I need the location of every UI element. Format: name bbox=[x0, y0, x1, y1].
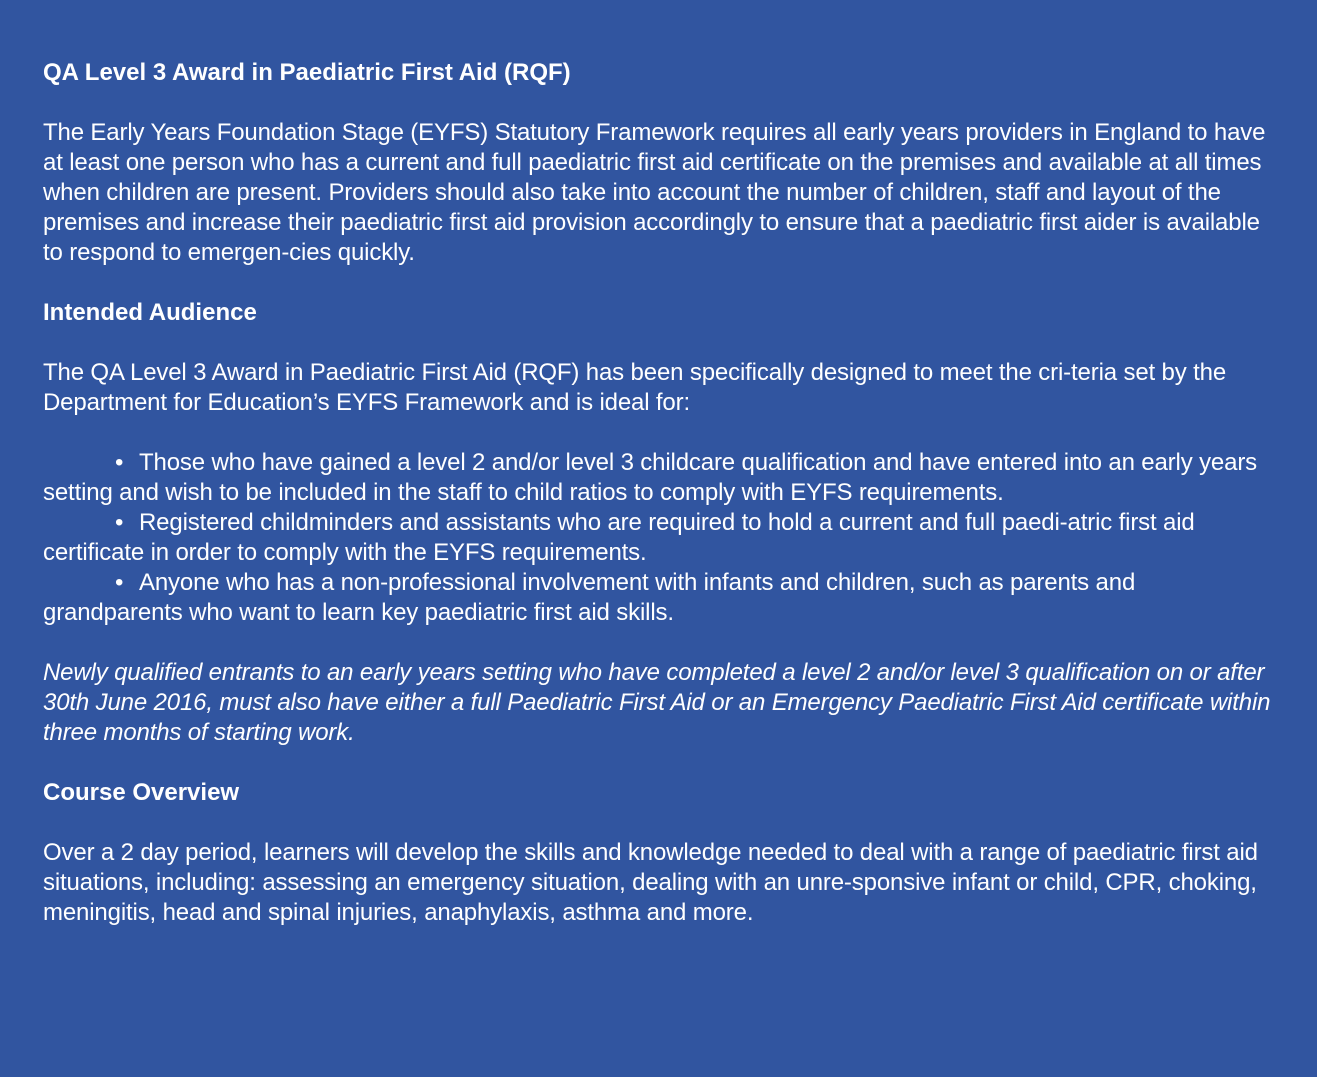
list-item bbox=[43, 448, 1277, 508]
bullet-icon: • bbox=[115, 509, 124, 536]
audience-paragraph: The QA Level 3 Award in Paediatric First Aid (RQF) has been specifically designed to meet the cri-teria set by the Department for Education’s EYFS Framework and is ideal for: bbox=[43, 359, 1227, 416]
overview-paragraph: Over a 2 day period, learners will develop the skills and knowledge needed to deal with a range of paediatric first aid situations, including: assessing an emergency situation, dealing with an unre-sponsive infant or child, CPR, choking, meningitis, head and spinal injuries, anaphylaxis, asthma and more. bbox=[43, 839, 1258, 926]
bullet-icon: • bbox=[115, 449, 124, 476]
list-item-text: Those who have gained a level 2 and/or level 3 childcare qualification and have entered into an early years setting and wish to be included in the staff to child ratios to comply with EYFS requirements. bbox=[43, 449, 1258, 506]
intended-audience-heading: Intended Audience bbox=[43, 299, 257, 326]
spacer bbox=[43, 628, 1277, 658]
spacer bbox=[43, 88, 1277, 118]
audience-list bbox=[43, 448, 1277, 628]
spacer bbox=[43, 268, 1277, 298]
intro-paragraph: The Early Years Foundation Stage (EYFS) Statutory Framework requires all early years providers in England to have at least one person who has a current and full paediatric first aid certificate on the premises and available at all times when children are present. Providers should also take into account the number of children, staff and layout of the premises and increase their paediatric first aid provision accordingly to ensure that a paediatric first aider is available to respond to emergen-cies quickly. bbox=[43, 119, 1266, 266]
page-title: QA Level 3 Award in Paediatric First Aid (RQF) bbox=[43, 59, 571, 86]
list-item-text: Anyone who has a non-professional involvement with infants and children, such as parents and grandparents who want to learn key paediatric first aid skills. bbox=[43, 569, 1136, 626]
list-item bbox=[43, 508, 1277, 568]
course-overview-heading: Course Overview bbox=[43, 779, 240, 806]
qualification-note: Newly qualified entrants to an early years setting who have completed a level 2 and/or level 3 qualification on or after 30th June 2016, must also have either a full Paediatric First Aid or an Emergency Paediatric First Aid certificate within three months of starting work. bbox=[43, 659, 1271, 746]
list-item bbox=[43, 568, 1277, 628]
bullet-icon: • bbox=[115, 569, 124, 596]
list-item-text: Registered childminders and assistants who are required to hold a current and full paedi-atric first aid certificate in order to comply with the EYFS requirements. bbox=[43, 509, 1195, 566]
spacer bbox=[43, 328, 1277, 358]
spacer bbox=[43, 808, 1277, 838]
spacer bbox=[43, 418, 1277, 448]
spacer bbox=[43, 748, 1277, 778]
